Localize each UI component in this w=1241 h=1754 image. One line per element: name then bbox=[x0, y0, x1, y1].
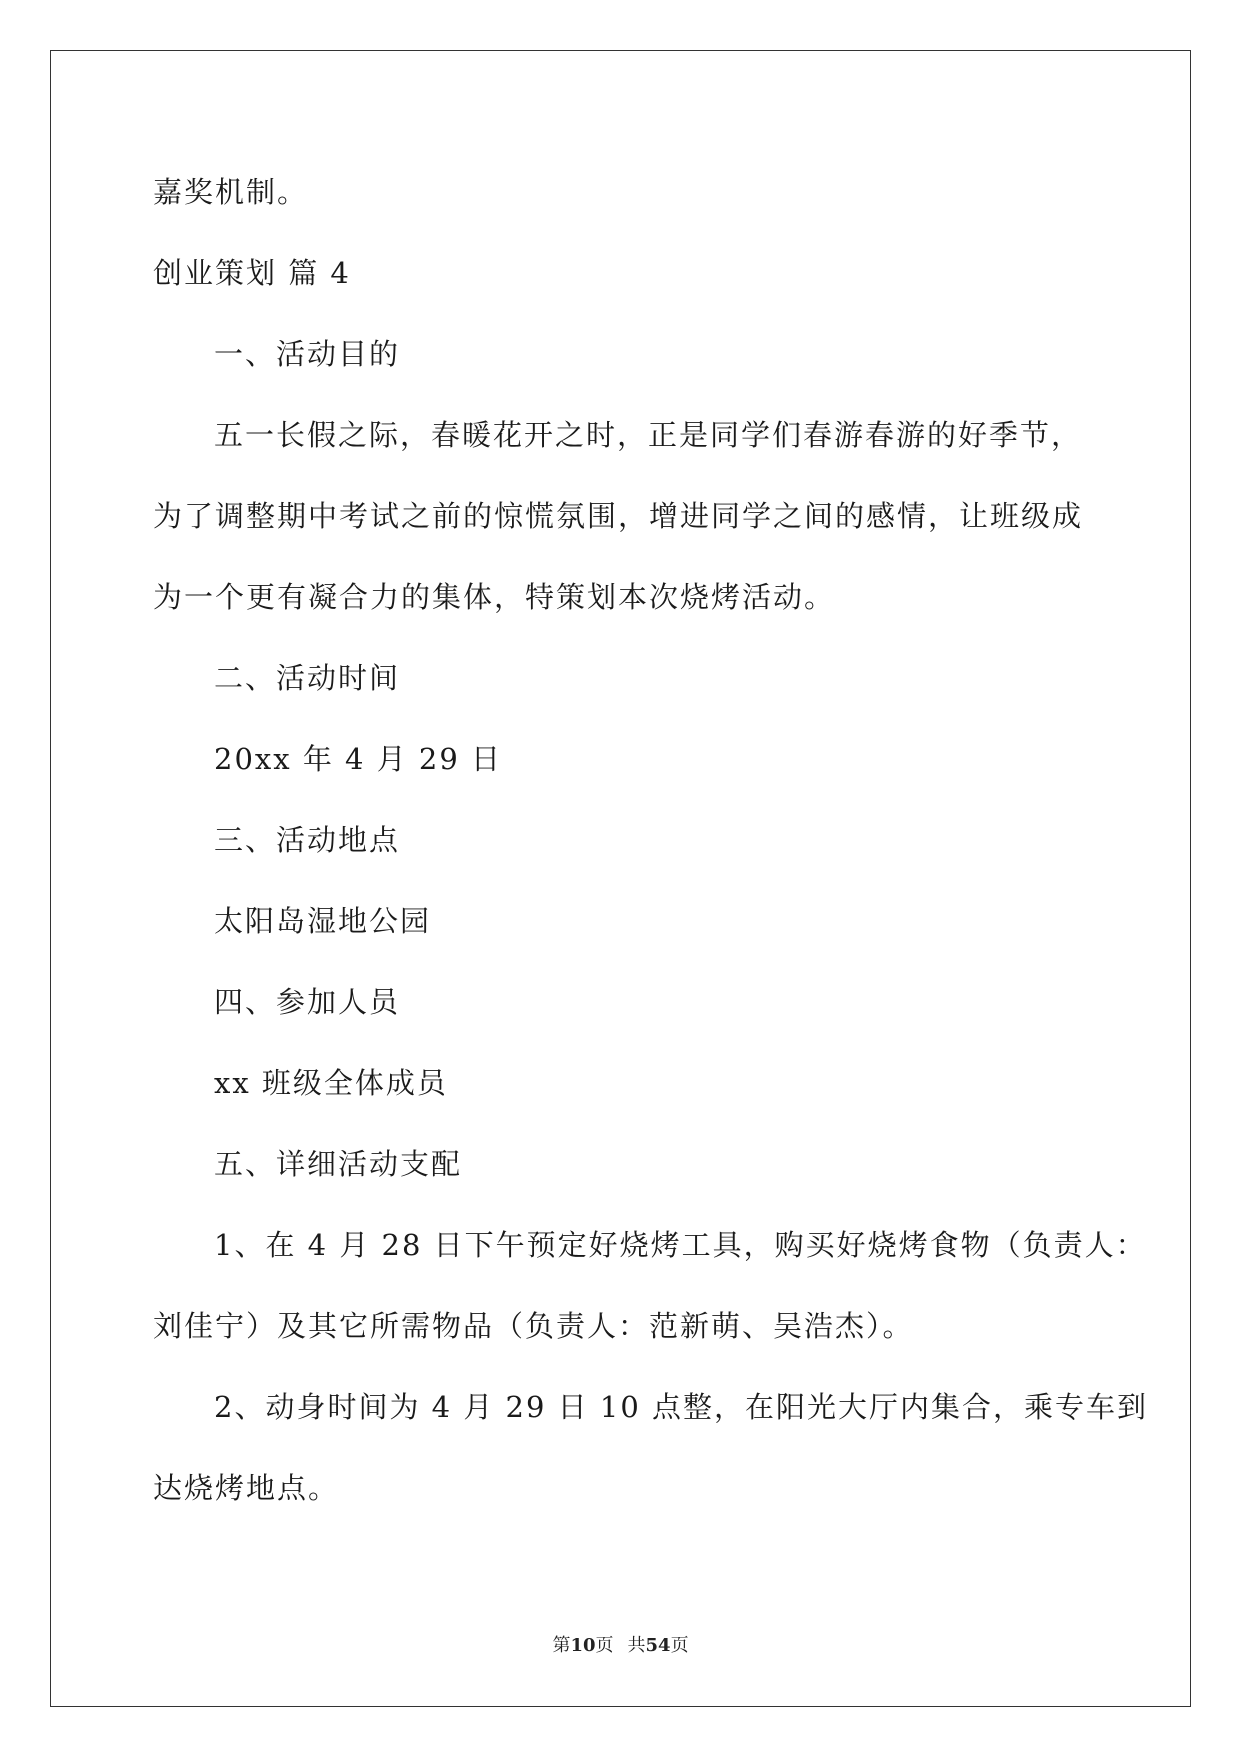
footer-total-pages: 54 bbox=[645, 1635, 671, 1656]
paragraph-purpose-line-3: 为一个更有凝合力的集体，特策划本次烧烤活动。 bbox=[153, 580, 836, 614]
heading-purpose: 一、活动目的 bbox=[214, 337, 401, 371]
item-2-line-2: 达烧烤地点。 bbox=[153, 1471, 340, 1505]
item-1-line-1: 1、在 4 月 28 日下午预定好烧烤工具，购买好烧烤食物（负责人： bbox=[214, 1228, 1147, 1262]
activity-date: 20xx 年 4 月 29 日 bbox=[214, 742, 503, 776]
item-2-line-1: 2、动身时间为 4 月 29 日 10 点整，在阳光大厅内集合，乘专车到 bbox=[214, 1390, 1149, 1424]
heading-arrangement: 五、详细活动支配 bbox=[214, 1147, 463, 1181]
text-line-closing: 嘉奖机制。 bbox=[153, 175, 309, 209]
paragraph-purpose-line-1: 五一长假之际，春暖花开之时，正是同学们春游春游的好季节， bbox=[214, 418, 1083, 452]
footer-total-suffix: 页 bbox=[670, 1635, 689, 1656]
footer-page-suffix: 页 bbox=[595, 1635, 614, 1656]
footer-page-prefix: 第 bbox=[552, 1635, 571, 1656]
page-footer bbox=[0, 1634, 1241, 1658]
heading-time: 二、活动时间 bbox=[214, 661, 401, 695]
section-heading: 创业策划 篇 4 bbox=[153, 256, 351, 290]
footer-page-number: 10 bbox=[570, 1635, 596, 1656]
item-1-line-2: 刘佳宁）及其它所需物品（负责人：范新萌、吴浩杰）。 bbox=[153, 1309, 914, 1343]
participants: xx 班级全体成员 bbox=[214, 1066, 448, 1100]
page-border bbox=[50, 50, 1191, 1707]
footer-total-prefix: 共 bbox=[627, 1635, 646, 1656]
paragraph-purpose-line-2: 为了调整期中考试之前的惊慌氛围，增进同学之间的感情，让班级成 bbox=[153, 499, 1084, 533]
activity-location: 太阳岛湿地公园 bbox=[214, 904, 432, 938]
heading-participants: 四、参加人员 bbox=[214, 985, 401, 1019]
heading-location: 三、活动地点 bbox=[214, 823, 401, 857]
